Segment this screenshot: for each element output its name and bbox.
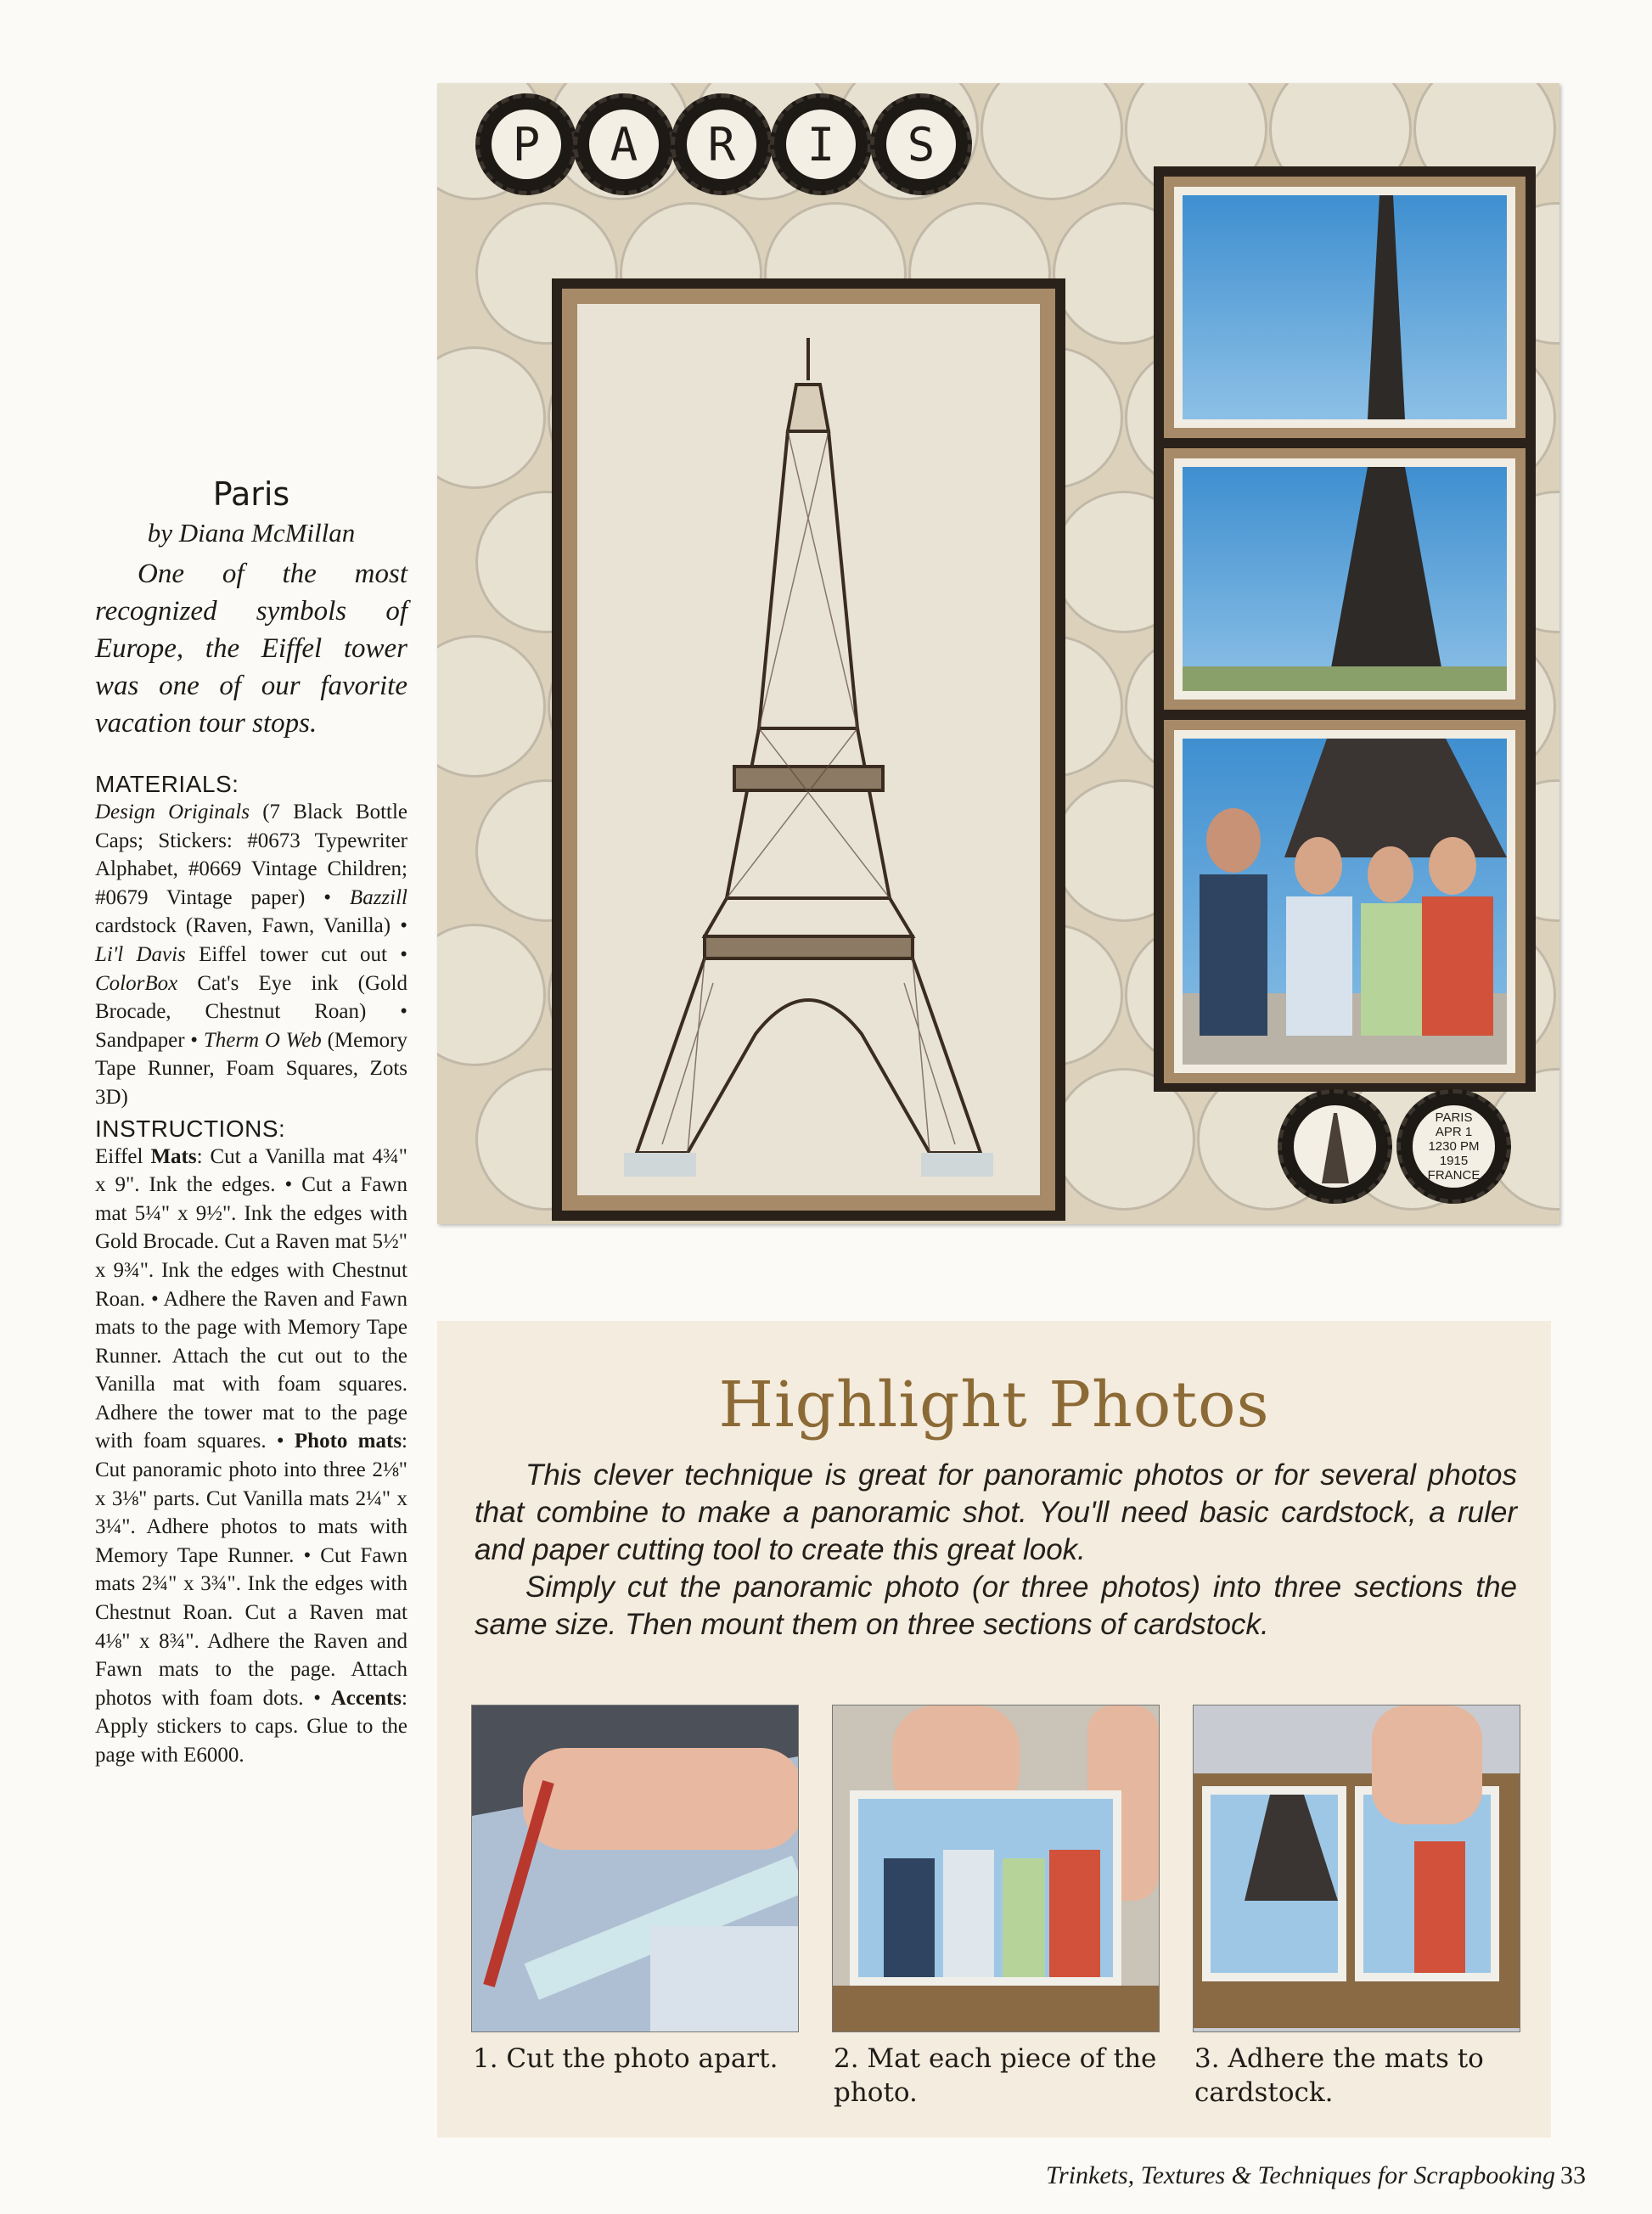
bottle-cap-letter: A bbox=[573, 93, 675, 195]
materials-segment: Eiffel tower cut out • bbox=[185, 942, 408, 966]
highlight-paragraph-2: Simply cut the panoramic photo (or three photos) into three sections the same size. Then mount them on three sections of cardstock. bbox=[475, 1571, 1517, 1641]
instructions-segment: : Cut panoramic photo into three 2⅛" x 3⅛" parts. Cut Vanilla mats 2¼" x 3¼". Adhere photos to mats with Memory Tape Runner. • Cut Fawn mats 2¾" x 3¾". Ink the edges with Chestnut Roan. Cut a Raven mat 4⅛" x 8¾". Adhere the Raven and Fawn mats to the page. Attach photos with foam dots. • bbox=[95, 1430, 407, 1710]
materials-segment: Li'l Davis bbox=[95, 942, 186, 966]
scrapbook-layout-photo bbox=[437, 83, 1559, 1224]
step-3-image bbox=[1193, 1705, 1520, 2032]
highlight-title: Highlight Photos bbox=[718, 1368, 1270, 1441]
materials-segment: Design Originals bbox=[95, 801, 250, 823]
materials-list bbox=[95, 798, 407, 1112]
instructions-text bbox=[95, 1143, 407, 1770]
eiffel-tower-icon bbox=[1310, 1109, 1361, 1185]
stamp-circle bbox=[981, 83, 1123, 200]
step-2-caption: 2. Mat each piece of the photo. bbox=[834, 2043, 1157, 2108]
materials-segment: Bazzill bbox=[349, 885, 407, 909]
stamp-circle bbox=[437, 635, 546, 778]
article-title: Paris bbox=[212, 475, 290, 513]
materials-segment: cardstock (Raven, Fawn, Vanilla) • bbox=[95, 914, 407, 938]
instructions-segment: Mats bbox=[150, 1144, 197, 1168]
article-intro: One of the most recognized symbols of Europe, the Eiffel tower was one of our favorite vacation tour stops. bbox=[95, 559, 407, 739]
step-2-image bbox=[832, 1705, 1160, 2032]
materials-segment: (7 Black Bottle Caps; Stickers: #0673 Typewriter Alphabet, #0669 Vintage Children; #0679 Vintage paper) • bbox=[95, 801, 407, 909]
instructions-segment: Eiffel bbox=[95, 1144, 151, 1168]
bottle-cap-letter: I bbox=[770, 93, 872, 195]
step-1-image bbox=[471, 1705, 799, 2032]
bottle-cap-letter: P bbox=[475, 93, 577, 195]
panorama-photo-part-2 bbox=[1183, 467, 1507, 691]
instructions-segment: Accents bbox=[330, 1686, 402, 1710]
bottle-cap-letter: S bbox=[870, 93, 972, 195]
instructions-segment: Photo mats bbox=[294, 1430, 402, 1453]
step-1-caption: 1. Cut the photo apart. bbox=[473, 2043, 778, 2074]
book-title: Trinkets, Textures & Techniques for Scrapbooking bbox=[1046, 2161, 1555, 2189]
instructions-segment: : Cut a Vanilla mat 4¾" x 9". Ink the edges. • Cut a Fawn mat 5¼" x 9½". Ink the edges with Gold Brocade. Cut a Raven mat 5½" x 9¾". Ink the edges with Chestnut Roan. • Adhere the Raven and Fawn mats to the page with Memory Tape Runner. Attach the cut out to the Vanilla mat with foam squares. Adhere the tower mat to the page with foam squares. • bbox=[95, 1144, 407, 1453]
highlight-paragraph-1: This clever technique is great for panoramic photos or for several photos that combine to make a panoramic shot. You'll need basic cardstock, a ruler and paper cutting tool to create this great look. bbox=[475, 1458, 1517, 1566]
highlight-text bbox=[475, 1457, 1517, 1644]
materials-segment: Cat's Eye ink (Gold Brocade, Chestnut Roan) • Sandpaper • bbox=[95, 971, 407, 1052]
panorama-photo-part-1 bbox=[1183, 195, 1507, 419]
instructions-heading: INSTRUCTIONS: bbox=[95, 1115, 286, 1142]
tower-mat-vanilla bbox=[577, 304, 1040, 1195]
article-sidebar bbox=[95, 475, 407, 1770]
materials-segment: Therm O Web bbox=[203, 1028, 322, 1052]
instructions-segment: : Apply stickers to caps. Glue to the page with E6000. bbox=[95, 1686, 407, 1767]
highlight-photos-box bbox=[437, 1321, 1551, 2138]
page-number: 33 bbox=[1560, 2161, 1586, 2189]
article-byline: by Diana McMillan bbox=[147, 518, 356, 548]
materials-segment: ColorBox bbox=[95, 971, 178, 995]
page-footer bbox=[1046, 2161, 1586, 2190]
bottle-cap-paris-stamp: PARIS APR 1 1230 PM 1915 FRANCE bbox=[1396, 1089, 1511, 1204]
stamp-circle bbox=[437, 924, 546, 1066]
materials-segment: (Memory Tape Runner, Foam Squares, Zots 3D) bbox=[95, 1028, 407, 1109]
bottle-cap-eiffel bbox=[1278, 1089, 1392, 1204]
step-3-caption: 3. Adhere the mats to cardstock. bbox=[1194, 2043, 1484, 2108]
materials-heading: MATERIALS: bbox=[95, 771, 239, 797]
stamp-circle bbox=[437, 346, 546, 489]
bottle-cap-letter: R bbox=[671, 93, 773, 195]
panorama-photo-part-3 bbox=[1183, 739, 1507, 1065]
eiffel-tower-cutout bbox=[577, 304, 1040, 1195]
